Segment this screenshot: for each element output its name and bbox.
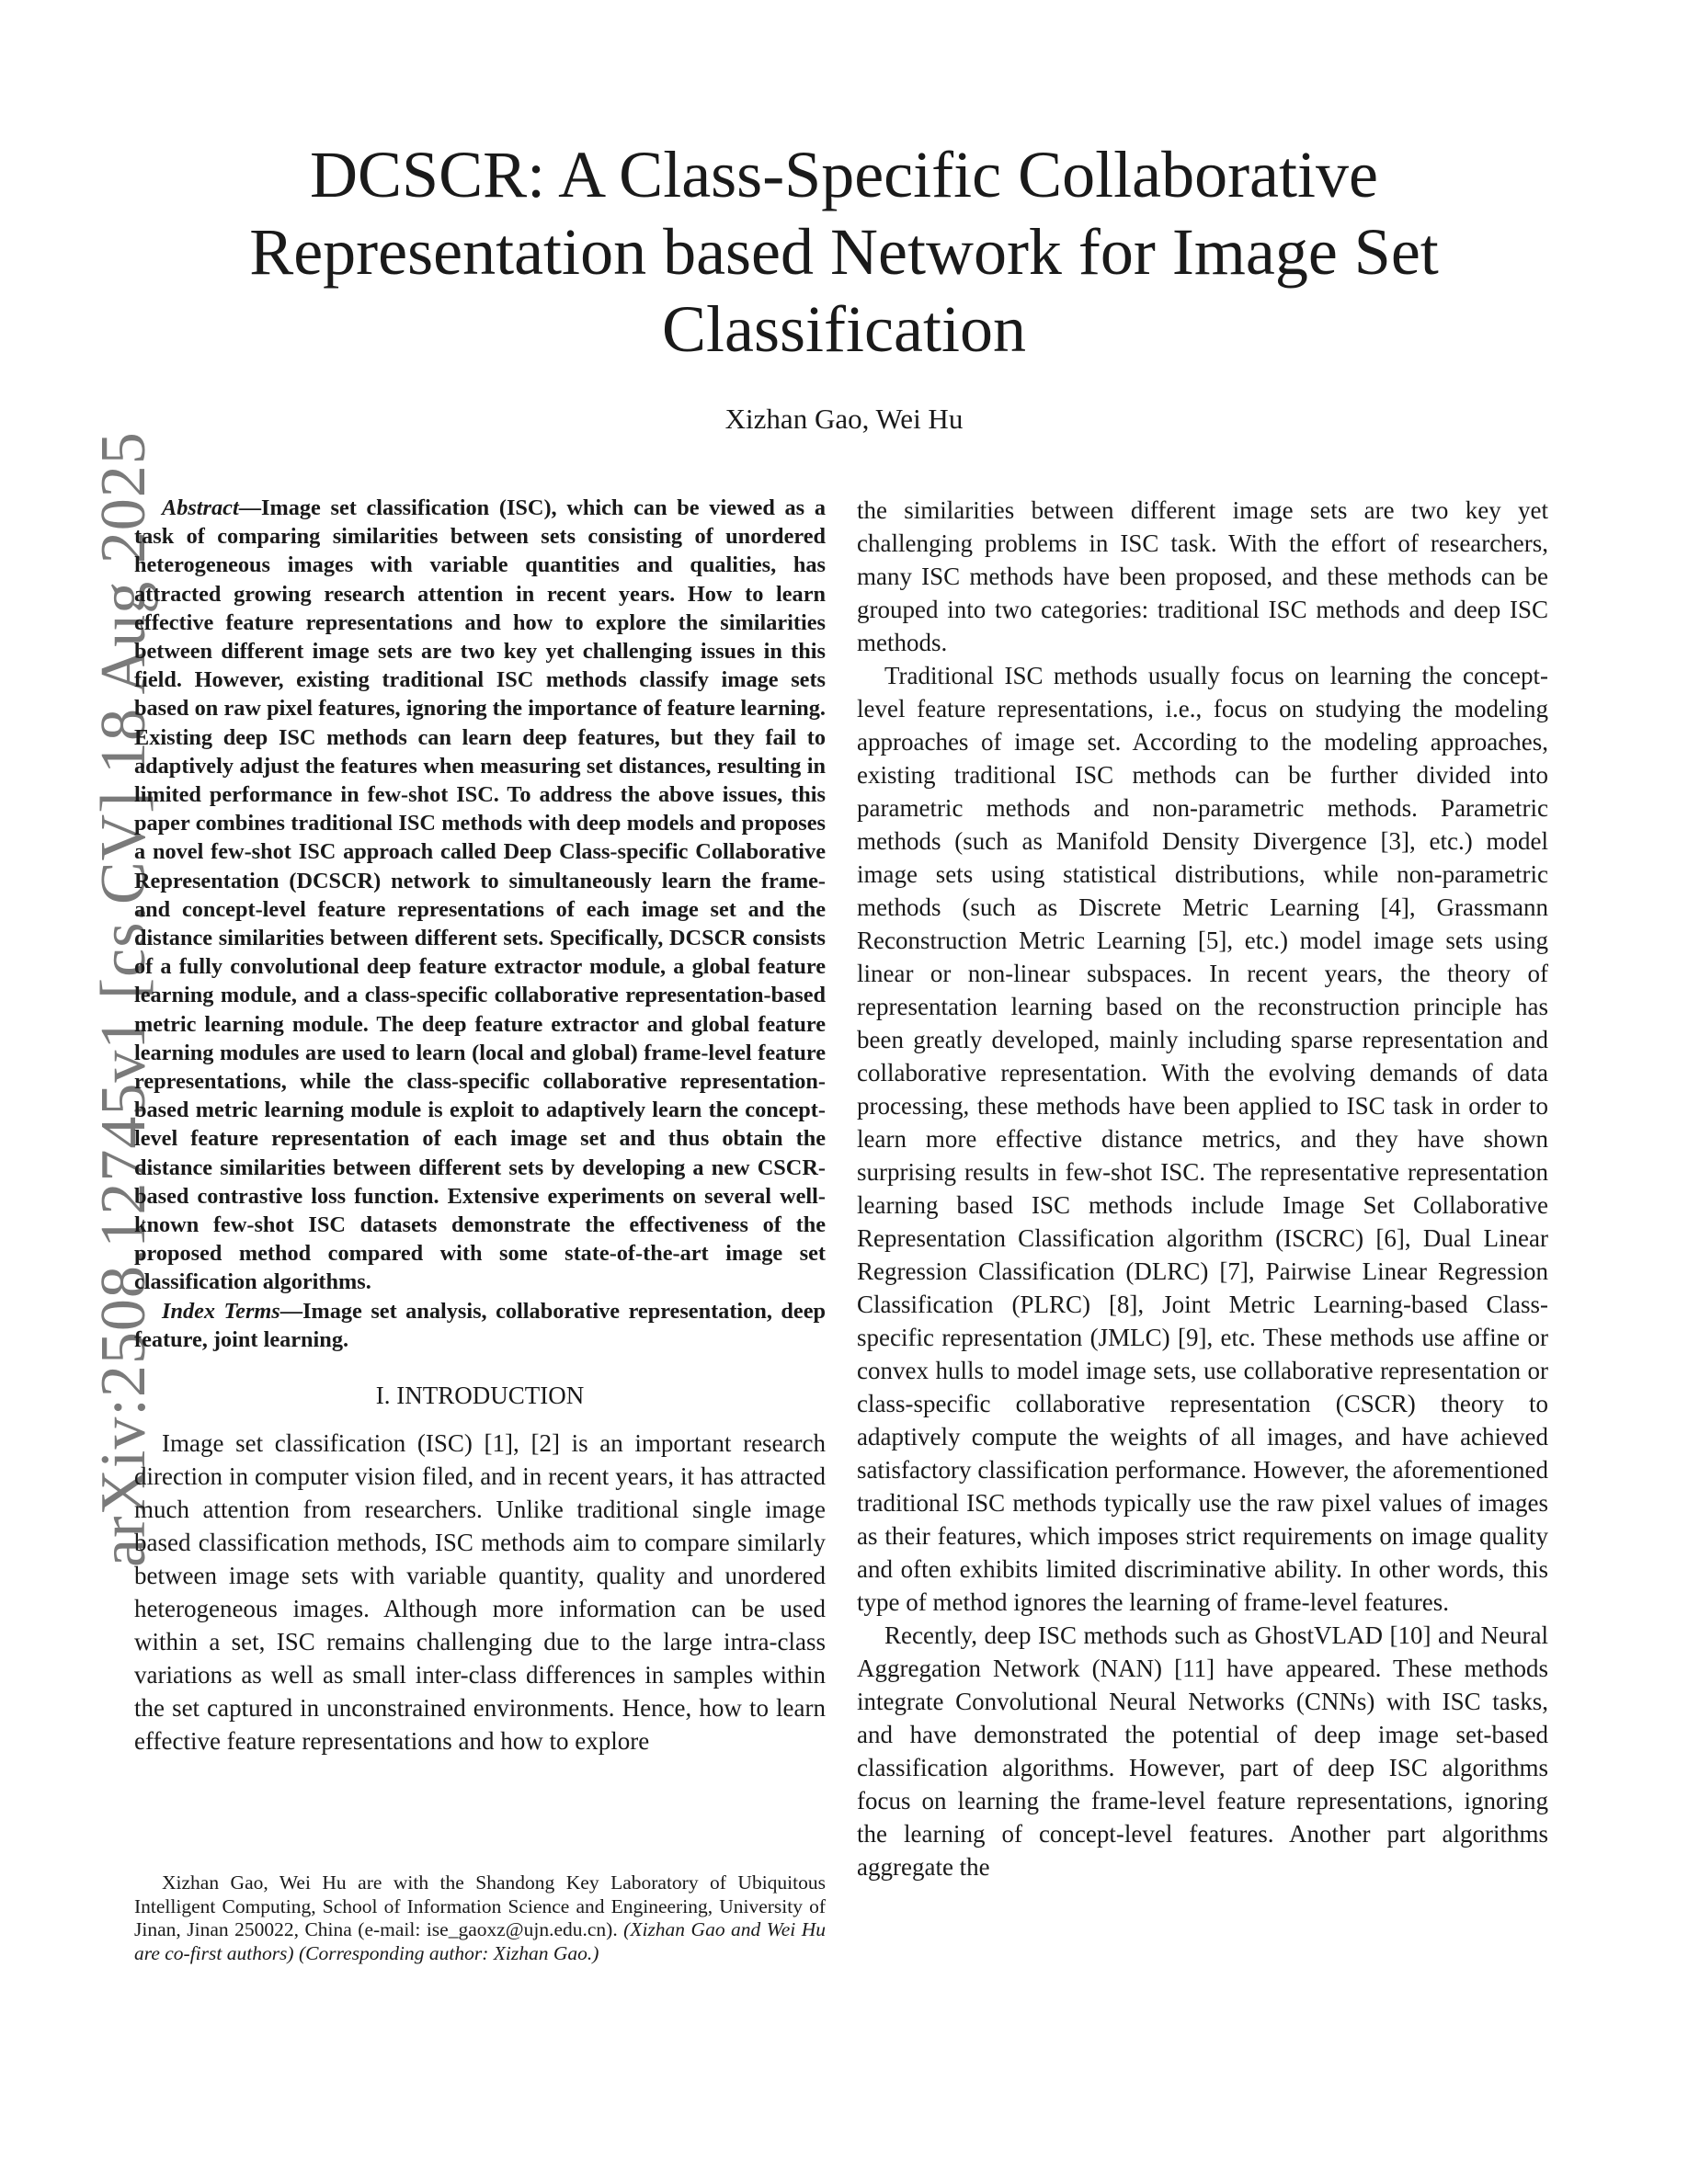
section-title-initial: I: [396, 1382, 405, 1410]
intro-paragraph-deep: Recently, deep ISC methods such as GhostVLAD [10] and Neural Aggregation Network (NAN) [11] have appeared. These methods integrate Convolutional Neural Networks (CNNs) with ISC tasks, and have demonstrated the potential of deep image set-based classification algorithms. However, part of deep ISC algorithms focus on learning the frame-level feature representations, ignoring the learning of concept-level features. Another part algorithms aggregate the: [857, 1621, 1548, 1881]
abstract-label: Abstract: [162, 495, 239, 520]
intro-paragraph-traditional: Traditional ISC methods usually focus on learning the concept-level feature representations, i.e., focus on studying the modeling approaches of image set. According to the modeling approaches, existing traditional ISC methods can be further divided into parametric methods and non-parametric methods. Parametric methods (such as Manifold Density Divergence [3], etc.) model image sets using statistical distributions, while non-parametric methods (such as Discrete Metric Learning [4], Grassmann Reconstruction Metric Learning [5], etc.) model image sets using linear or non-linear subspaces. In recent years, the theory of representation learning based on the reconstruction principle has been greatly developed, mainly including sparse representation and collaborative representation. With the evolving demands of data processing, these methods have been applied to ISC task in order to learn more effective distance metrics, and they have shown surprising results in few-shot ISC. The representative representation learning based ISC methods include Image Set Collaborative Representation Classification algorithm (ISCRC) [6], Dual Linear Regression Classification (DLRC) [7], Pairwise Linear Regression Classification (PLRC) [8], Joint Metric Learning-based Class-specific representation (JMLC) [9], etc. These methods use affine or convex hulls to model image sets, use collaborative representation or class-specific collaborative representation (CSCR) theory to adaptively compute the weights of all images, and have achieved satisfactory classification performance. However, the aforementioned traditional ISC methods typically use the raw pixel values of images as their features, which imposes strict requirements on image quality and often exhibits limited discriminative ability. In other words, this type of method ignores the learning of frame-level features.: [857, 662, 1548, 1616]
left-column: [134, 494, 826, 1757]
title-line-2: Representation based Network for Image Set: [249, 215, 1439, 289]
footnote-text: Xizhan Gao, Wei Hu are with the Shandong Key Laboratory of Ubiquitous Intelligent Computing, School of Information Science and Engineering, University of Jinan, Jinan 250022, China (e-mail: ise_gaoxz@ujn.edu.cn).: [134, 1871, 826, 1940]
author-footnote: [134, 1871, 826, 1965]
right-column: [857, 494, 1548, 1883]
abstract-text: —Image set classification (ISC), which can be viewed as a task of comparing similarities between sets consisting of unordered heterogeneous images with variable quantities and qualities, has attracted growing research attention in recent years. How to learn effective feature representations and how to explore the similarities between different image sets are two key yet challenging issues in this field. However, existing traditional ISC methods classify image sets based on raw pixel features, ignoring the importance of feature learning. Existing deep ISC methods can learn deep features, but they fail to adaptively adjust the features when measuring set distances, resulting in limited performance in few-shot ISC. To address the above issues, this paper combines traditional ISC methods with deep models and proposes a novel few-shot ISC approach called Deep Class-specific Collaborative Representation (DCSCR) network to simultaneously learn the frame- and concept-level feature representations of each image set and the distance similarities between different sets. Specifically, DCSCR consists of a fully convolutional deep feature extractor module, a global feature learning module, and a class-specific collaborative representation-based metric learning module. The deep feature extractor and global feature learning modules are used to learn (local and global) frame-level feature representations, while the class-specific collaborative representation-based metric learning module is exploit to adaptively learn the concept-level feature representation of each image set and thus obtain the distance similarities between different sets by developing a new CSCR-based contrastive loss function. Extensive experiments on several well-known few-shot ISC datasets demonstrate the effectiveness of the proposed method compared with some state-of-the-art image set classification algorithms.: [134, 495, 826, 1295]
index-terms-text: —Image set analysis, collaborative representation, deep feature, joint learning.: [134, 1298, 827, 1352]
section-number: I.: [375, 1382, 397, 1410]
title-line-3: Classification: [662, 292, 1026, 366]
paper-title: [138, 136, 1550, 368]
arxiv-identifier: arXiv:2508.12745v1 [cs.CV] 18 Aug 2025: [88, 431, 159, 1567]
intro-paragraph-1: Image set classification (ISC) [1], [2] is an important research direction in computer vision filed, and in recent years, it has attracted much attention from researchers. Unlike traditional single image based classification methods, ISC methods aim to compare similarly between image sets with variable quantity, quality and unordered heterogeneous images. Although more information can be used within a set, ISC remains challenging due to the large intra-class variations as well as small inter-class differences in samples within the set captured in unconstrained environments. Hence, how to learn effective feature representations and how to explore: [134, 1429, 826, 1756]
title-line-1: DCSCR: A Class-Specific Collaborative: [310, 138, 1378, 211]
index-terms: [134, 1297, 826, 1354]
section-title-rest: NTRODUCTION: [405, 1382, 585, 1410]
section-heading-introduction: [134, 1382, 826, 1410]
intro-paragraph-continued: the similarities between different image sets are two key yet challenging problems in ISC task. With the effort of researchers, many ISC methods have been proposed, and these methods can be grouped into two categories: traditional ISC methods and deep ISC methods.: [857, 496, 1548, 656]
abstract: [134, 494, 826, 1297]
footnote-italic: (Xizhan Gao and Wei Hu are co-first authors) (Corresponding author: Xizhan Gao.): [134, 1918, 826, 1964]
index-terms-label: Index Terms: [162, 1298, 280, 1324]
author-list: Xizhan Gao, Wei Hu: [724, 403, 964, 435]
